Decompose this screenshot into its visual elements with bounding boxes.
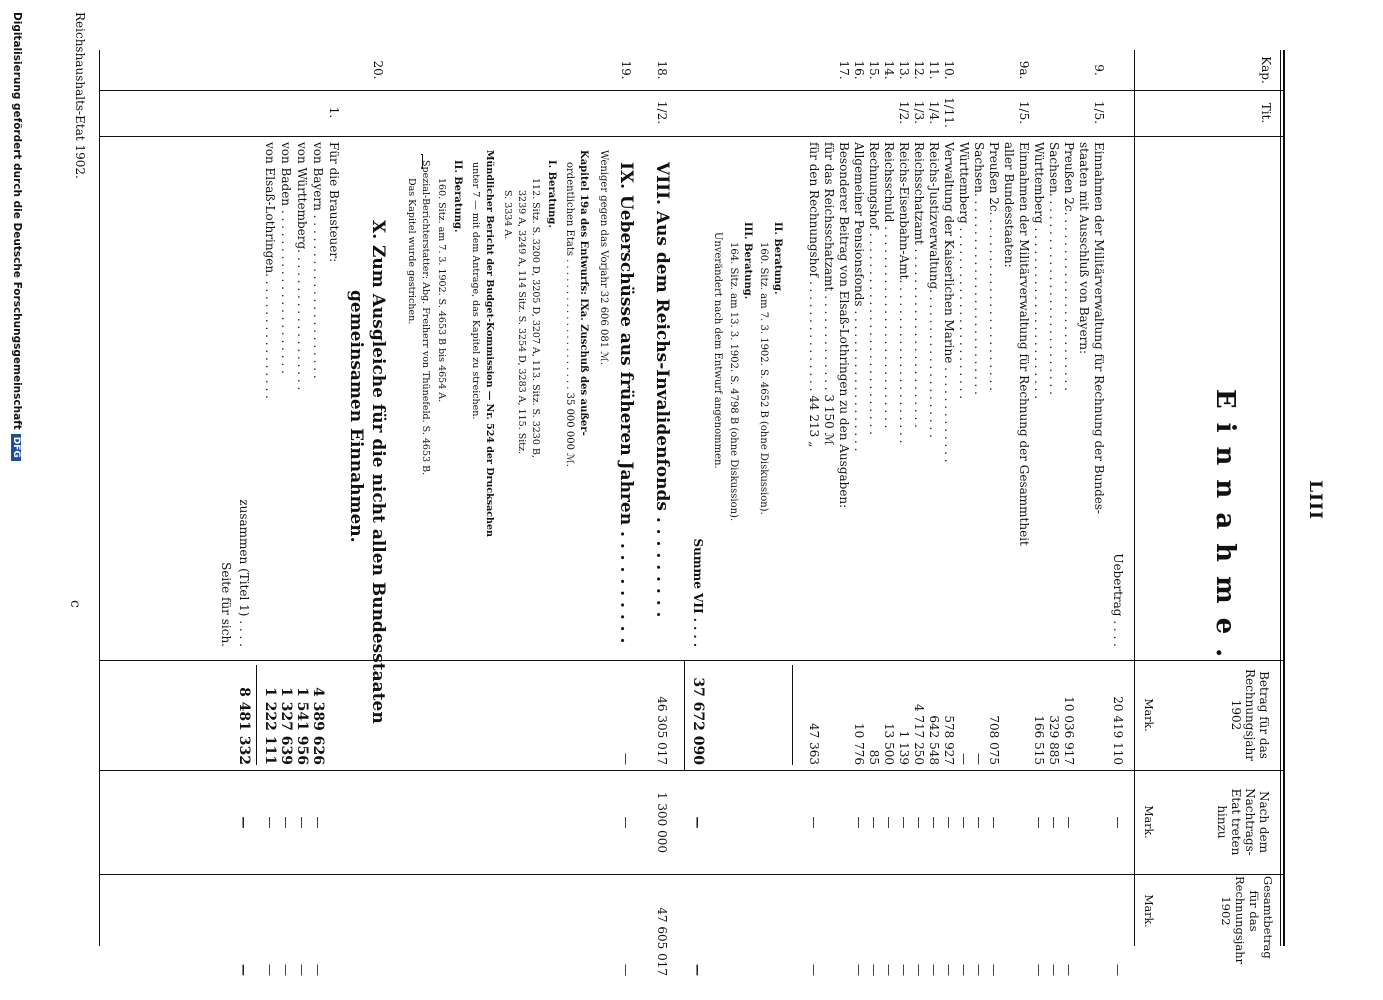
vii-b3-text: 164. Sitz. am 13. 3. 1902. S. 4798 B (ohne Diskussion). [728,242,739,522]
cell-c3: — [972,964,986,976]
cell-tit: 1/11. [942,97,956,128]
table-row [896,50,911,976]
cell-c1: 1 139 [897,730,911,765]
cell-c1: — [957,753,971,765]
cell-c3: — [295,964,309,976]
cell-desc: Preußen 2c. . . . . . . . . . . . . . . . . . . . . . . . [987,142,1001,391]
cell-c2: — [987,816,1001,829]
cell-desc: für das Reichsschatzamt . . . . . . . . . . . . . 3 150 ℳ [822,142,836,446]
cell-c2: — [279,816,293,829]
table-row [986,50,1001,976]
cell-desc: Sachsen. . . . . . . . . . . . . . . . . . . . . . . . . . . [972,142,986,395]
cell-c3: — [279,964,293,976]
header-kap: Kap. [1259,56,1273,84]
cell-kap: 9a. [1017,60,1031,80]
cell-kap: 15. [867,60,881,80]
header-nachtrag: Nach dem Nachtrags-Etat treten hinzu Mark. [1142,788,1271,856]
table-row [851,50,866,976]
table-row [941,50,956,976]
cell-c1: 708 075 [987,715,1001,765]
table-row [262,50,278,976]
cell-desc: Verwaltung der Kaiserlichen Marine . . . . . . . . . . . . . [942,142,956,463]
cell-desc: Reichs-Justizverwaltung. . . . . . . . . . . . . . . . . . . . [927,142,941,438]
table-row [881,50,896,976]
summe-vii-row: Summe VII . . . . 37 672 090 — — [690,538,706,976]
ix-b1-text2: 3239 A, 3249 A, 114 Sitz. S. 3254 D, 3283 A, 115. Sitz. [516,190,527,455]
cell-tit: 1/5. [1017,100,1031,125]
cell-desc: staaten mit Ausschluß von Bayern: [1077,142,1091,355]
cell-desc: Reichsschuld . . . . . . . . . . . . . . . . . . . . . . . . . . . [882,142,896,429]
digitization-note: Digitalisierung gefördert durch die Deutsche ForschungsgemeinschaftDFG [11,12,23,461]
cell-c3: — [852,964,866,976]
cell-desc: Reichs-Eisenbahn-Amt. . . . . . . . . . . . . . . . . . . . . . [897,142,911,444]
section-viii-row: 18. 1/2. VIII. Aus dem Reichs-Invalidenfonds . . . . . . . . . 46 305 017 1 300 000 47 605 017 [652,60,672,976]
cell-c3: — [927,964,941,976]
cell-c1: 4 717 250 [912,703,926,765]
table-row [310,50,326,976]
vii-unchanged: Unverändert nach dem Entwurf angenommen. [712,232,723,469]
cell-c2: — [263,816,277,829]
zusammen-row: zusammen (Titel 1) . . . . 8 481 332 — — [236,499,252,976]
cell-c3: — [1047,964,1061,976]
cell-c1: 578 927 [942,715,956,765]
cell-c2: — [882,816,896,829]
cell-kap: 16. [852,60,866,80]
table-row [911,50,926,976]
cell-desc: Württemberg . . . . . . . . . . . . . . . . . . . . . . . [1032,142,1046,400]
cell-c2: — [852,816,866,829]
cell-c3: — [897,964,911,976]
ix-b1-label: I. Beratung. [546,160,557,228]
section-x-title2: gemeinsamen Einnahmen. [346,290,366,543]
cell-tit: 1/4. [927,100,941,125]
header-tit: Tit. [1259,102,1273,124]
cell-c1: 1 541 956 [294,687,310,765]
cell-c3: — [1062,964,1076,976]
cell-c3: — [807,964,821,976]
cell-desc: von Baden . . . . . . . . . . . . . . . . . . . . . . [279,142,293,374]
cell-c1: 642 548 [927,715,941,765]
cell-desc: Württemberg . . . . . . . . . . . . . . . . . . . . . . . [957,142,971,400]
cell-c3: — [882,964,896,976]
cell-c1: 329 885 [1047,715,1061,765]
ix-b1-text3: S. 3334 A. [502,190,513,240]
cell-c1: 166 515 [1032,715,1046,765]
table-row [1110,50,1125,976]
vii-b3-label: III. Beratung. [742,222,753,300]
cell-c1: 1 222 111 [262,687,278,765]
cell-desc: Rechnungshof . . . . . . . . . . . . . . . . . . . . . . . . . . . [867,142,881,435]
cell-c2: — [927,816,941,829]
cell-desc: Uebertrag . . . . [1111,553,1125,647]
cell-c2: — [1111,816,1125,829]
section-x-row: 20. X. Zum Ausgleiche für die nicht allen Bundesstaaten [368,60,388,724]
cell-desc: Einnahmen der Militärverwaltung für Rechnung der Bundes- [1092,142,1106,515]
cell-kap: 10. [942,60,956,80]
cell-kap: 11. [927,60,941,80]
section-title-einnahme: Einnahme. [1210,388,1240,672]
ix-kapitel-19a-2: ordentlichen Etats . . . . . . . . . . . . . . . . . . . . . 35 000 000 ℳ. [564,162,575,467]
cell-c2: — [897,816,911,829]
cell-c3: — [263,964,277,976]
ix-b2-text: 160. Sitz. am 7. 3. 1902. S. 4653 B bis 4654 A. [436,178,447,403]
table-row [836,50,851,946]
cell-desc: für den Rechnungshof . . . . . . . . . . . . . . . 44 213 „ [807,142,821,448]
table-row [1046,50,1061,976]
cell-c3: — [987,964,1001,976]
cell-c1: 20 419 110 [1111,696,1125,765]
cell-c1: 1 327 639 [278,687,294,765]
table-row [1031,50,1046,976]
cell-desc: Besonderer Beitrag von Elsaß-Lothringen zu den Ausgaben: [837,142,851,509]
cell-tit: 1/3. [912,100,926,125]
cell-desc: von Bayern . . . . . . . . . . . . . . . . . . . . . . [311,142,325,379]
cell-c1: 10 776 [852,723,866,765]
ix-kapitel-19a: Kapitel 19a des Entwurfs: IXa. Zuschuß des außer- [578,150,589,436]
page-number: LIII [1305,480,1325,520]
cell-c1: 4 389 626 [310,687,326,765]
cell-c1: 10 036 917 [1062,696,1076,765]
table-row [956,50,971,976]
table-row [278,50,294,976]
vii-b2-label: II. Beratung. [772,222,783,295]
cell-c2: — [1062,816,1076,829]
dfg-logo: DFG [11,434,21,461]
ix-b1-text: 112. Sitz. S. 3200 D, 3205 D, 3207 A, 113. Sitz. S. 3230 B, [530,178,541,458]
cell-kap: 9. [1092,64,1106,76]
cell-tit: 1/2. [897,100,911,125]
section-x-intro: 1. Für die Brausteuer: [327,106,341,263]
cell-c3: — [1032,964,1046,976]
table-row [1076,50,1091,946]
header-gesamt: Gesamtbetrag für das Rechnungsjahr 1902 Mark. [1142,876,1275,965]
cell-c2: — [295,816,309,829]
header-betrag: Betrag für das Rechnungsjahr 1902 Mark. [1142,669,1271,761]
table-row [1001,50,1016,946]
cell-c1: 85 [867,749,881,765]
cell-c3: — [942,964,956,976]
cell-kap: 12. [912,60,926,80]
cell-c2: — [867,816,881,829]
cell-c2: — [807,816,821,829]
budget-table [100,50,1285,976]
cell-c2: — [942,816,956,829]
cell-c3: — [912,964,926,976]
cell-desc: Sachsen. . . . . . . . . . . . . . . . . . . . . . . . . . . [1047,142,1061,395]
cell-tit: 1/5. [1092,100,1106,125]
cell-c2: — [1047,816,1061,829]
footer-etat: Reichshaushalts-Etat 1902. [73,12,87,179]
cell-c1: 13 500 [882,723,896,765]
table-row [866,50,881,976]
cell-c3: — [957,964,971,976]
ix-b2-label: II. Beratung. [452,160,463,233]
ix-b2-text2: Spezial-Berichterstatter: Abg. Freiherr von Thünefeld. S. 4653 B. [420,160,431,476]
footer-signature: c [67,600,83,608]
ix-bericht: Mündlicher Bericht der Budget-Kommission — Nr. 524 der Drucksachen [484,150,495,537]
cell-c2: — [912,816,926,829]
table-row [1091,50,1106,946]
cell-c3: — [1111,964,1125,976]
ix-bericht-2: unter 7 — mit dem Antrage, das Kapitel zu streichen. [470,162,481,420]
table-row [294,50,310,976]
cell-c3: — [867,964,881,976]
cell-desc: Allgemeiner Pensionsfonds . . . . . . . . . . . . . . . . . . . [852,142,866,452]
table-row [1061,50,1076,976]
ix-b2-text3: Das Kapitel wurde gestrichen. [406,178,417,325]
cell-desc: Einnahmen der Militärverwaltung für Rechnung der Gesammtheit [1017,142,1031,546]
cell-desc: von Elsaß-Lothringen. . . . . . . . . . . . . . . . . [263,142,277,399]
cell-c2: — [957,816,971,829]
cell-c2: — [1032,816,1046,829]
cell-c2: — [972,816,986,829]
section-ix-row: 19. IX. Ueberschüsse aus früheren Jahren . . . . . . . . . . — — — [616,60,636,976]
table-row [821,50,836,946]
ix-weniger: Weniger gegen das Vorjahr 32 606 081 ℳ. [598,150,609,366]
cell-kap: 14. [882,60,896,80]
table-row [806,50,821,976]
table-row [1016,50,1031,946]
seite-row: Seite für sich. [219,562,233,647]
table-row [971,50,986,976]
cell-desc: aller Bundesstaaten: [1002,142,1016,268]
cell-c3: — [311,964,325,976]
cell-kap: 13. [897,60,911,80]
cell-desc: Reichsschatzamt . . . . . . . . . . . . . . . . . . . . . . . . [912,142,926,428]
vii-b2-text: 160. Sitz. am 7. 3. 1902. S. 4652 B (ohne Diskussion). [758,242,769,515]
cell-c1: 47 363 [807,723,821,765]
table-row [926,50,941,976]
cell-c2: — [311,816,325,829]
cell-kap: 17. [837,60,851,80]
cell-c1: — [972,753,986,765]
cell-desc: von Württemberg. . . . . . . . . . . . . . . . . . . [295,142,309,391]
cell-desc: Preußen 2c. . . . . . . . . . . . . . . . . . . . . . . . [1062,142,1076,391]
